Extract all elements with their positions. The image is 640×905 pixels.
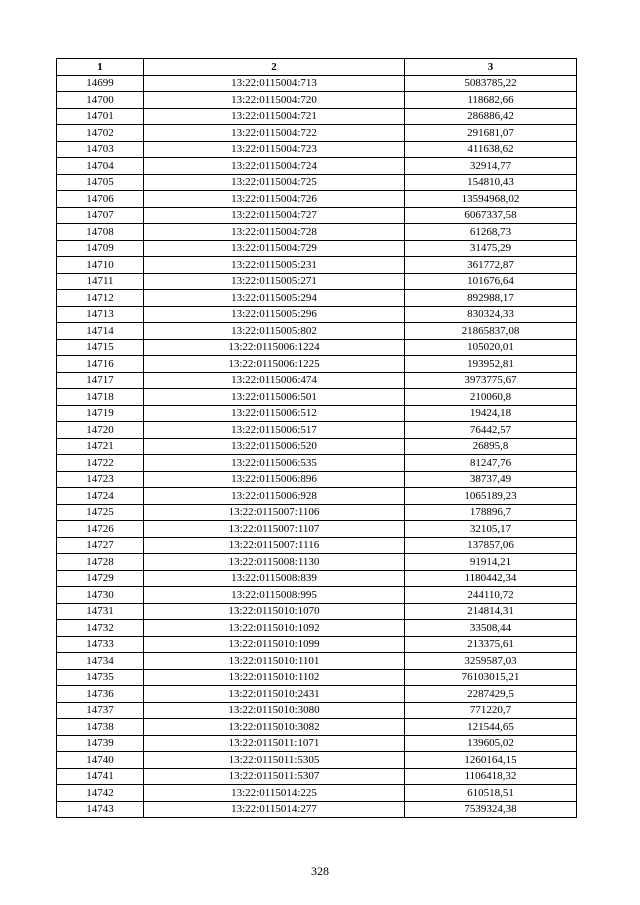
column-header-1: 1 — [57, 59, 144, 76]
row-number-cell: 14722 — [57, 455, 144, 472]
table-row — [57, 554, 577, 571]
table-row — [57, 422, 577, 439]
column-header-2: 2 — [144, 59, 405, 76]
row-number-cell: 14718 — [57, 389, 144, 406]
column-header-3: 3 — [405, 59, 577, 76]
row-number-cell: 14706 — [57, 191, 144, 208]
value-cell: 61268,73 — [405, 224, 577, 241]
value-cell: 7539324,38 — [405, 801, 577, 818]
cadastral-number-cell: 13:22:0115004:713 — [144, 75, 405, 92]
table-row — [57, 686, 577, 703]
value-cell: 5083785,22 — [405, 75, 577, 92]
value-cell: 105020,01 — [405, 339, 577, 356]
row-number-cell: 14737 — [57, 702, 144, 719]
value-cell: 1260164,15 — [405, 752, 577, 769]
cadastral-number-cell: 13:22:0115004:721 — [144, 108, 405, 125]
cadastral-number-cell: 13:22:0115014:277 — [144, 801, 405, 818]
table-row — [57, 504, 577, 521]
cadastral-number-cell: 13:22:0115008:995 — [144, 587, 405, 604]
row-number-cell: 14723 — [57, 471, 144, 488]
row-number-cell: 14739 — [57, 735, 144, 752]
value-cell: 178896,7 — [405, 504, 577, 521]
cadastral-number-cell: 13:22:0115006:474 — [144, 372, 405, 389]
value-cell: 38737,49 — [405, 471, 577, 488]
row-number-cell: 14701 — [57, 108, 144, 125]
table-row — [57, 290, 577, 307]
header-row — [57, 59, 577, 76]
row-number-cell: 14707 — [57, 207, 144, 224]
row-number-cell: 14726 — [57, 521, 144, 538]
table-row — [57, 191, 577, 208]
value-cell: 244110,72 — [405, 587, 577, 604]
cadastral-number-cell: 13:22:0115005:296 — [144, 306, 405, 323]
value-cell: 121544,65 — [405, 719, 577, 736]
row-number-cell: 14710 — [57, 257, 144, 274]
table-row — [57, 735, 577, 752]
cadastral-number-cell: 13:22:0115010:1092 — [144, 620, 405, 637]
cadastral-number-cell: 13:22:0115011:5307 — [144, 768, 405, 785]
row-number-cell: 14719 — [57, 405, 144, 422]
table-row — [57, 273, 577, 290]
row-number-cell: 14725 — [57, 504, 144, 521]
table-row — [57, 438, 577, 455]
row-number-cell: 14709 — [57, 240, 144, 257]
cadastral-number-cell: 13:22:0115006:517 — [144, 422, 405, 439]
table-row — [57, 108, 577, 125]
cadastral-number-cell: 13:22:0115005:294 — [144, 290, 405, 307]
cadastral-number-cell: 13:22:0115010:1070 — [144, 603, 405, 620]
cadastral-number-cell: 13:22:0115006:928 — [144, 488, 405, 505]
row-number-cell: 14741 — [57, 768, 144, 785]
table-body — [57, 75, 577, 818]
cadastral-number-cell: 13:22:0115006:512 — [144, 405, 405, 422]
cadastral-number-cell: 13:22:0115006:1224 — [144, 339, 405, 356]
cadastral-number-cell: 13:22:0115014:225 — [144, 785, 405, 802]
cadastral-number-cell: 13:22:0115006:501 — [144, 389, 405, 406]
row-number-cell: 14716 — [57, 356, 144, 373]
cadastral-number-cell: 13:22:0115004:723 — [144, 141, 405, 158]
row-number-cell: 14704 — [57, 158, 144, 175]
value-cell: 91914,21 — [405, 554, 577, 571]
value-cell: 1180442,34 — [405, 570, 577, 587]
table-row — [57, 306, 577, 323]
row-number-cell: 14721 — [57, 438, 144, 455]
row-number-cell: 14702 — [57, 125, 144, 142]
row-number-cell: 14734 — [57, 653, 144, 670]
data-table — [56, 58, 577, 818]
value-cell: 31475,29 — [405, 240, 577, 257]
row-number-cell: 14742 — [57, 785, 144, 802]
cadastral-number-cell: 13:22:0115004:725 — [144, 174, 405, 191]
table-row — [57, 570, 577, 587]
value-cell: 610518,51 — [405, 785, 577, 802]
cadastral-number-cell: 13:22:0115008:1130 — [144, 554, 405, 571]
row-number-cell: 14732 — [57, 620, 144, 637]
row-number-cell: 14705 — [57, 174, 144, 191]
table-row — [57, 257, 577, 274]
value-cell: 21865837,08 — [405, 323, 577, 340]
row-number-cell: 14730 — [57, 587, 144, 604]
cadastral-number-cell: 13:22:0115010:3082 — [144, 719, 405, 736]
row-number-cell: 14733 — [57, 636, 144, 653]
table-row — [57, 801, 577, 818]
table-row — [57, 125, 577, 142]
row-number-cell: 14729 — [57, 570, 144, 587]
value-cell: 6067337,58 — [405, 207, 577, 224]
cadastral-number-cell: 13:22:0115010:3080 — [144, 702, 405, 719]
cadastral-number-cell: 13:22:0115004:729 — [144, 240, 405, 257]
value-cell: 830324,33 — [405, 306, 577, 323]
value-cell: 3259587,03 — [405, 653, 577, 670]
cadastral-number-cell: 13:22:0115005:802 — [144, 323, 405, 340]
row-number-cell: 14717 — [57, 372, 144, 389]
table-row — [57, 636, 577, 653]
table-row — [57, 719, 577, 736]
value-cell: 33508,44 — [405, 620, 577, 637]
row-number-cell: 14743 — [57, 801, 144, 818]
table-row — [57, 92, 577, 109]
table-row — [57, 669, 577, 686]
table-row — [57, 768, 577, 785]
value-cell: 32914,77 — [405, 158, 577, 175]
row-number-cell: 14713 — [57, 306, 144, 323]
value-cell: 137857,06 — [405, 537, 577, 554]
value-cell: 214814,31 — [405, 603, 577, 620]
row-number-cell: 14727 — [57, 537, 144, 554]
value-cell: 213375,61 — [405, 636, 577, 653]
row-number-cell: 14708 — [57, 224, 144, 241]
value-cell: 411638,62 — [405, 141, 577, 158]
cadastral-number-cell: 13:22:0115006:520 — [144, 438, 405, 455]
cadastral-number-cell: 13:22:0115008:839 — [144, 570, 405, 587]
table-row — [57, 620, 577, 637]
cadastral-number-cell: 13:22:0115011:1071 — [144, 735, 405, 752]
table-row — [57, 488, 577, 505]
table-row — [57, 587, 577, 604]
row-number-cell: 14699 — [57, 75, 144, 92]
cadastral-number-cell: 13:22:0115004:724 — [144, 158, 405, 175]
cadastral-number-cell: 13:22:0115004:728 — [144, 224, 405, 241]
value-cell: 193952,81 — [405, 356, 577, 373]
table-row — [57, 785, 577, 802]
table-row — [57, 141, 577, 158]
table-row — [57, 537, 577, 554]
value-cell: 139605,02 — [405, 735, 577, 752]
cadastral-number-cell: 13:22:0115007:1106 — [144, 504, 405, 521]
cadastral-number-cell: 13:22:0115004:720 — [144, 92, 405, 109]
cadastral-number-cell: 13:22:0115010:1102 — [144, 669, 405, 686]
row-number-cell: 14700 — [57, 92, 144, 109]
value-cell: 291681,07 — [405, 125, 577, 142]
page-number: 328 — [311, 864, 329, 878]
row-number-cell: 14715 — [57, 339, 144, 356]
cadastral-number-cell: 13:22:0115007:1107 — [144, 521, 405, 538]
value-cell: 286886,42 — [405, 108, 577, 125]
table-row — [57, 471, 577, 488]
table-row — [57, 75, 577, 92]
cadastral-number-cell: 13:22:0115007:1116 — [144, 537, 405, 554]
row-number-cell: 14711 — [57, 273, 144, 290]
value-cell: 771220,7 — [405, 702, 577, 719]
value-cell: 2287429,5 — [405, 686, 577, 703]
row-number-cell: 14736 — [57, 686, 144, 703]
table-row — [57, 323, 577, 340]
cadastral-number-cell: 13:22:0115006:1225 — [144, 356, 405, 373]
value-cell: 76442,57 — [405, 422, 577, 439]
cadastral-number-cell: 13:22:0115004:727 — [144, 207, 405, 224]
cadastral-number-cell: 13:22:0115006:896 — [144, 471, 405, 488]
table-row — [57, 752, 577, 769]
table-row — [57, 339, 577, 356]
value-cell: 76103015,21 — [405, 669, 577, 686]
table-row — [57, 455, 577, 472]
value-cell: 210060,8 — [405, 389, 577, 406]
value-cell: 13594968,02 — [405, 191, 577, 208]
table-row — [57, 207, 577, 224]
value-cell: 32105,17 — [405, 521, 577, 538]
table-row — [57, 224, 577, 241]
value-cell: 892988,17 — [405, 290, 577, 307]
cadastral-number-cell: 13:22:0115010:2431 — [144, 686, 405, 703]
value-cell: 81247,76 — [405, 455, 577, 472]
cadastral-number-cell: 13:22:0115006:535 — [144, 455, 405, 472]
value-cell: 118682,66 — [405, 92, 577, 109]
cadastral-number-cell: 13:22:0115005:231 — [144, 257, 405, 274]
row-number-cell: 14738 — [57, 719, 144, 736]
cadastral-number-cell: 13:22:0115010:1101 — [144, 653, 405, 670]
value-cell: 1106418,32 — [405, 768, 577, 785]
row-number-cell: 14724 — [57, 488, 144, 505]
row-number-cell: 14714 — [57, 323, 144, 340]
value-cell: 154810,43 — [405, 174, 577, 191]
value-cell: 26895,8 — [405, 438, 577, 455]
cadastral-number-cell: 13:22:0115005:271 — [144, 273, 405, 290]
row-number-cell: 14740 — [57, 752, 144, 769]
cadastral-number-cell: 13:22:0115010:1099 — [144, 636, 405, 653]
value-cell: 361772,87 — [405, 257, 577, 274]
value-cell: 19424,18 — [405, 405, 577, 422]
table-row — [57, 702, 577, 719]
table-row — [57, 389, 577, 406]
row-number-cell: 14731 — [57, 603, 144, 620]
row-number-cell: 14728 — [57, 554, 144, 571]
table-row — [57, 240, 577, 257]
cadastral-number-cell: 13:22:0115004:726 — [144, 191, 405, 208]
table-row — [57, 356, 577, 373]
table-row — [57, 158, 577, 175]
table-header — [57, 59, 577, 76]
row-number-cell: 14703 — [57, 141, 144, 158]
row-number-cell: 14712 — [57, 290, 144, 307]
value-cell: 3973775,67 — [405, 372, 577, 389]
cadastral-number-cell: 13:22:0115011:5305 — [144, 752, 405, 769]
row-number-cell: 14735 — [57, 669, 144, 686]
cadastral-number-cell: 13:22:0115004:722 — [144, 125, 405, 142]
row-number-cell: 14720 — [57, 422, 144, 439]
table-row — [57, 405, 577, 422]
table-row — [57, 603, 577, 620]
table-row — [57, 653, 577, 670]
table-row — [57, 521, 577, 538]
value-cell: 101676,64 — [405, 273, 577, 290]
table-row — [57, 372, 577, 389]
value-cell: 1065189,23 — [405, 488, 577, 505]
table-row — [57, 174, 577, 191]
